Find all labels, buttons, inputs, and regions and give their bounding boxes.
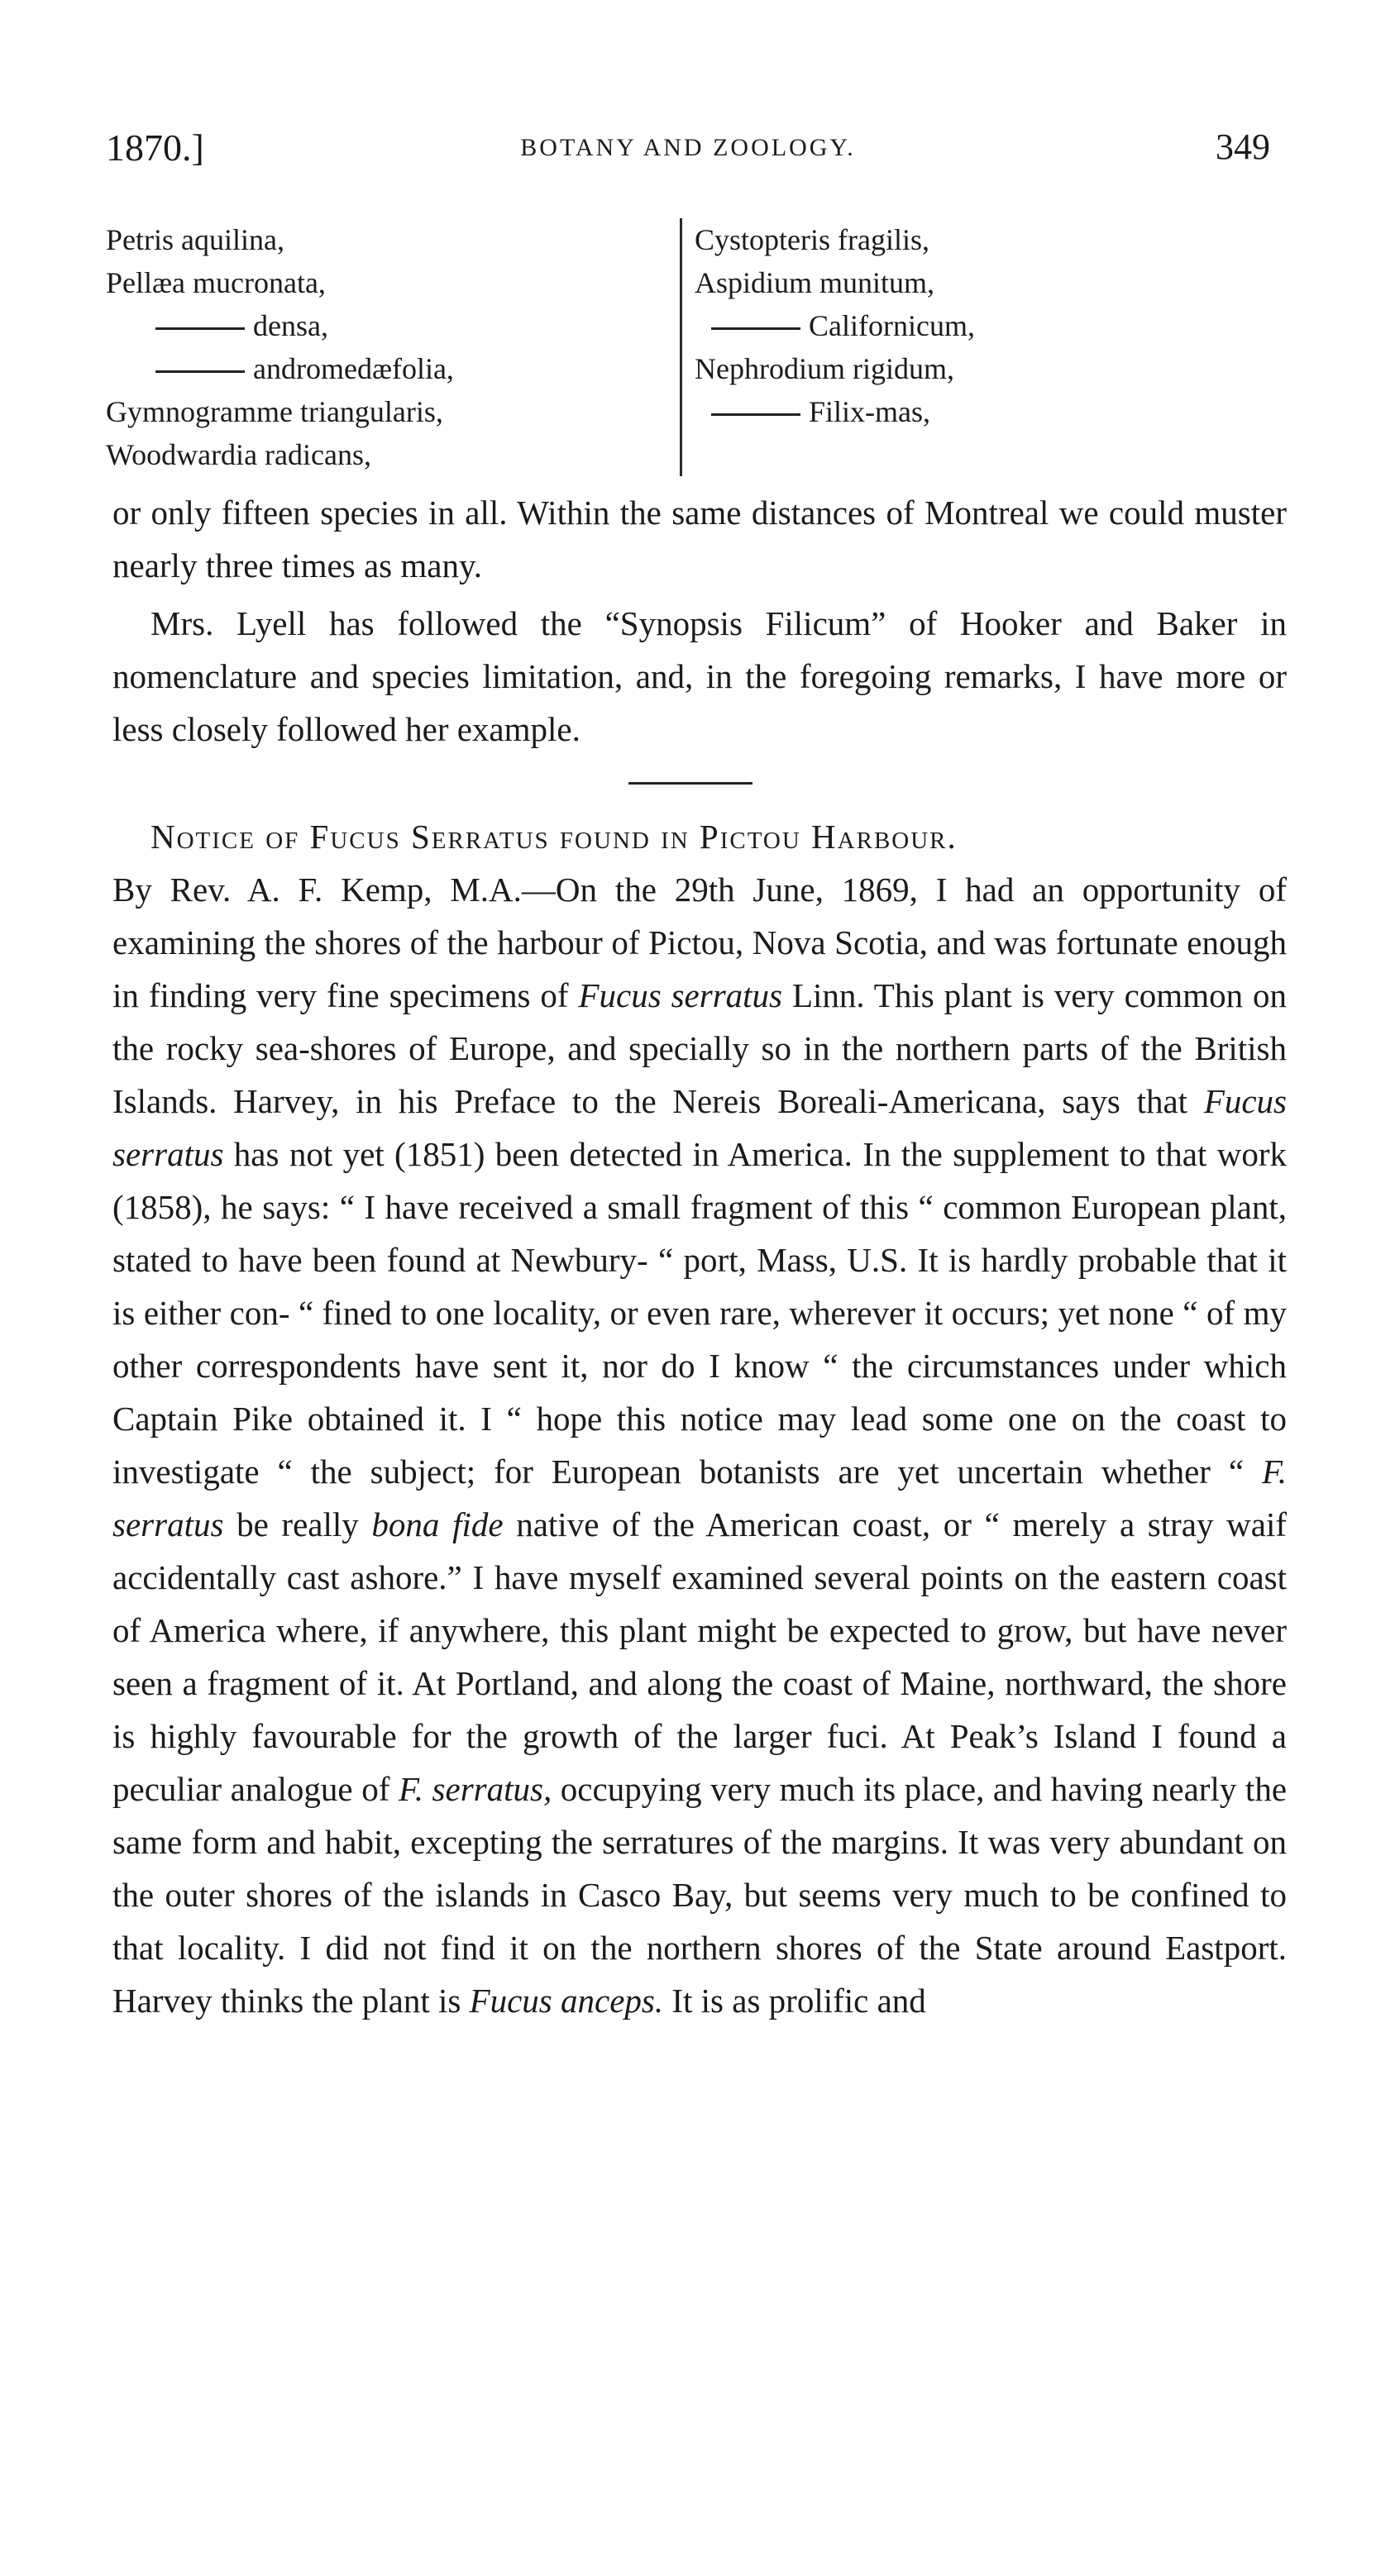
species-epithet: Filix-mas, xyxy=(809,395,931,428)
notice-title xyxy=(112,810,1287,863)
species-item: Petris aquilina, xyxy=(106,223,284,256)
species-epithet: andromedæfolia, xyxy=(253,352,454,385)
text-run: occupying very much its place, and having nearly the same form and habit, excepting the serratures of the margins. It was very abundant on the outer shores of the islands in Casco Bay, but seems very much to be confined to that locality. I did not find it on the northern shores of the State around Eastport. Harvey thinks the plant is xyxy=(112,1770,1288,2020)
species-column-left xyxy=(106,218,668,476)
ditto-dash xyxy=(155,370,245,373)
species-item: Cystopteris fragilis, xyxy=(695,223,929,256)
species-epithet: Californicum, xyxy=(809,309,975,342)
section-rule xyxy=(628,782,752,785)
italic-run: F. serratus, xyxy=(398,1770,552,1808)
text-run: By Rev. A. F. Kemp, M.A.—On the 29th June, 1869, I had an opportunity of examining the shores of the harbour of Pictou, Nova Scotia, and was fortunate enough in finding very fine specimens of xyxy=(112,871,1287,1014)
species-item: Gymnogramme triangularis, xyxy=(106,395,443,428)
text-run: It is as prolific and xyxy=(671,1982,926,2020)
ditto-dash xyxy=(711,327,800,330)
species-epithet: densa, xyxy=(253,309,328,342)
paragraph-text: Mrs. Lyell has followed the “Synopsis Filicum” of Hooker and Baker in nomenclature and species limitation, and, in the foregoing remarks, I have more or less closely followed her example. xyxy=(112,604,1287,748)
paragraph-nomenclature xyxy=(112,597,1287,756)
species-item-ditto xyxy=(695,304,1257,347)
species-item: Pellæa mucronata, xyxy=(106,266,326,299)
ditto-dash xyxy=(711,413,800,416)
species-item-ditto xyxy=(106,304,668,347)
italic-run: Fucus serratus xyxy=(112,1082,1288,1173)
ditto-dash xyxy=(155,327,245,330)
species-item: Nephrodium rigidum, xyxy=(695,352,954,385)
paragraph-species-count xyxy=(112,486,1287,592)
italic-run: bona fide xyxy=(371,1505,504,1543)
species-item-ditto xyxy=(106,347,668,390)
species-column-right xyxy=(695,218,1257,433)
page-header xyxy=(106,126,1270,185)
header-year: 1870.] xyxy=(106,126,204,169)
fern-species-list xyxy=(106,218,1270,483)
notice-body xyxy=(112,863,1287,2027)
italic-run: Fucus serratus xyxy=(578,976,782,1014)
column-divider xyxy=(680,218,682,476)
paragraph-text: or only fifteen species in all. Within the same distances of Montreal we could muster nearly three times as many. xyxy=(112,494,1287,584)
text-run: has not yet (1851) been detected in America. In the supplement to that work (1858), he says: “ I have received a small fragment of this “ common European plant, stated to have been found at Newbury- “ port, Mass, U.S. It is hardly probable that it is either con- “ fined to one locality, or even rare, wherever it occurs; yet none “ of my other correspondents have sent it, nor do I know “ the circumstances under which Captain Pike obtained it. I “ hope this notice may lead some one on the coast to investigate “ the subject; for European botanists are yet uncertain whether “ xyxy=(112,1135,1287,1491)
species-item: Woodwardia radicans, xyxy=(106,438,371,471)
text-run: be really xyxy=(236,1505,359,1543)
species-item-ditto xyxy=(695,390,1257,433)
italic-run: F. serratus xyxy=(112,1453,1287,1543)
species-item: Aspidium munitum, xyxy=(695,266,935,299)
running-title: BOTANY AND ZOOLOGY. xyxy=(520,134,856,161)
notice-fucus-serratus xyxy=(112,810,1287,2027)
text-run: Linn. This plant is very common on the rocky sea-shores of Europe, and specially so in the northern parts of the British Islands. Harvey, in his Preface to the Nereis Boreali-Americana, says that xyxy=(112,976,1288,1120)
notice-title-text: Notice of Fucus Serratus found in Pictou Harbour. xyxy=(150,818,958,856)
italic-run: Fucus anceps. xyxy=(469,1982,664,2020)
text-run: native of the American coast, or “ merely a stray waif accidentally cast ashore.” I have myself examined several points on the eastern coast of America where, if anywhere, this plant might be expected to grow, but have never seen a fragment of it. At Portland, and along the coast of Maine, northward, the shore is highly favourable for the growth of the larger fuci. At Peak’s Island I found a peculiar analogue of xyxy=(112,1505,1287,1808)
page-number: 349 xyxy=(1216,126,1270,167)
